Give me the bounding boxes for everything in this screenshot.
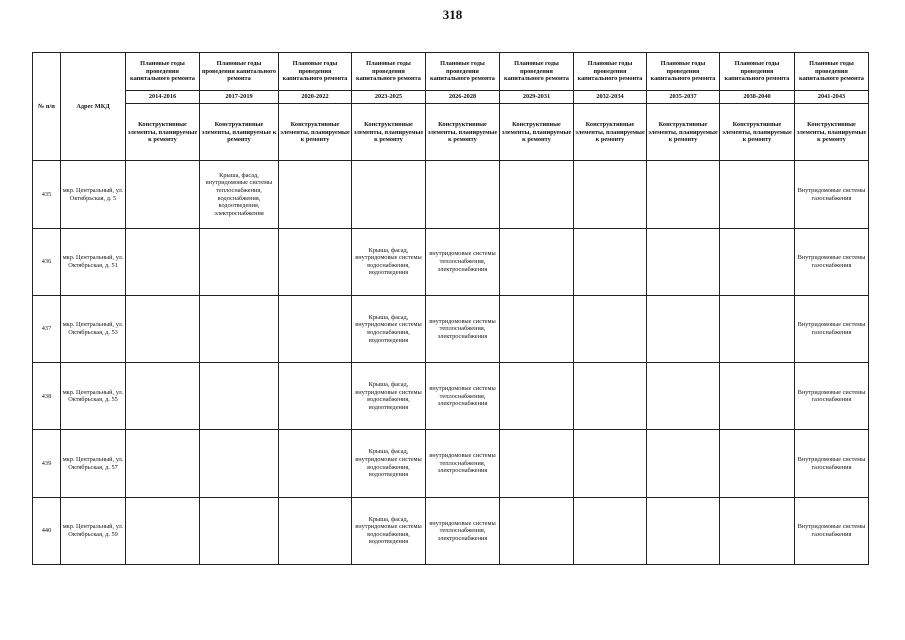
elements-header: Конструктивные элементы, планируемые к ремонту <box>352 104 426 161</box>
period-header: 2038-2040 <box>720 91 795 104</box>
repair-elements-cell <box>200 228 279 295</box>
repair-elements-cell: внутридомовые системы теплоснабжения, электроснабжения <box>426 363 500 430</box>
elements-header: Конструктивные элементы, планируемые к ремонту <box>426 104 500 161</box>
period-header: 2023-2025 <box>352 91 426 104</box>
table-row <box>33 161 869 228</box>
repair-elements-cell: Внутридомовые системы газоснабжения <box>795 295 869 362</box>
elements-header: Конструктивные элементы, планируемые к ремонту <box>126 104 200 161</box>
period-header: 2032-2034 <box>574 91 647 104</box>
repair-elements-cell <box>352 161 426 228</box>
repair-elements-cell <box>574 363 647 430</box>
row-number: 439 <box>33 430 61 497</box>
repair-elements-cell <box>647 228 720 295</box>
repair-elements-cell <box>647 295 720 362</box>
repair-elements-cell <box>647 497 720 564</box>
period-header: 2014-2016 <box>126 91 200 104</box>
period-header: 2029-2031 <box>500 91 574 104</box>
repair-elements-cell <box>500 161 574 228</box>
repair-elements-cell <box>647 430 720 497</box>
repair-elements-cell <box>720 295 795 362</box>
repair-elements-cell <box>720 363 795 430</box>
header-row-elements <box>33 104 869 161</box>
repair-elements-cell <box>126 363 200 430</box>
elements-header: Конструктивные элементы, планируемые к ремонту <box>795 104 869 161</box>
page-number: 318 <box>442 7 463 22</box>
repair-elements-cell <box>647 161 720 228</box>
repair-elements-cell: Крыша, фасад, внутридомовые системы водоснабжения, водоотведения <box>352 228 426 295</box>
elements-header: Конструктивные элементы, планируемые к ремонту <box>720 104 795 161</box>
repair-elements-cell: Крыша, фасад, внутридомовые системы водоснабжения, водоотведения <box>352 295 426 362</box>
elements-header: Конструктивные элементы, планируемые к ремонту <box>574 104 647 161</box>
header-row-planned-years <box>33 53 869 91</box>
repair-elements-cell: Внутридомовые системы газоснабжения <box>795 161 869 228</box>
table-row <box>33 363 869 430</box>
planned-years-header: Плановые годы проведения капитального ремонта <box>500 53 574 91</box>
repair-elements-cell: Внутридомовые системы газоснабжения <box>795 430 869 497</box>
row-number: 438 <box>33 363 61 430</box>
repair-elements-cell <box>720 228 795 295</box>
row-address: мкр. Центральный, ул. Октябрьская, д. 5 <box>61 161 126 228</box>
repair-elements-cell <box>126 497 200 564</box>
repair-elements-cell <box>279 161 352 228</box>
row-address: мкр. Центральный, ул. Октябрьская, д. 53 <box>61 295 126 362</box>
repair-elements-cell <box>279 295 352 362</box>
row-number: 437 <box>33 295 61 362</box>
repair-elements-cell <box>574 295 647 362</box>
repair-elements-cell <box>126 295 200 362</box>
repair-elements-cell: внутридомовые системы теплоснабжения, электроснабжения <box>426 430 500 497</box>
address-column-header: Адрес МКД <box>61 53 126 161</box>
repair-elements-cell <box>720 161 795 228</box>
repair-elements-cell: Внутридомовые системы газоснабжения <box>795 228 869 295</box>
capital-repair-plan-table <box>32 52 869 565</box>
table-body <box>33 53 869 565</box>
table-row <box>33 295 869 362</box>
period-header: 2035-2037 <box>647 91 720 104</box>
repair-elements-cell: внутридомовые системы теплоснабжения, электроснабжения <box>426 497 500 564</box>
repair-elements-cell: внутридомовые системы теплоснабжения, электроснабжения <box>426 228 500 295</box>
planned-years-header: Плановые годы проведения капитального ремонта <box>352 53 426 91</box>
elements-header: Конструктивные элементы, планируемые к ремонту <box>279 104 352 161</box>
planned-years-header: Плановые годы проведения капитального ремонта <box>720 53 795 91</box>
table-row <box>33 228 869 295</box>
period-header: 2017-2019 <box>200 91 279 104</box>
planned-years-header: Плановые годы проведения капитального ремонта <box>200 53 279 91</box>
repair-elements-cell <box>647 363 720 430</box>
table-row <box>33 497 869 564</box>
num-column-header: № п/п <box>33 53 61 161</box>
repair-elements-cell <box>500 228 574 295</box>
repair-elements-cell: Внутридомовые системы газоснабжения <box>795 497 869 564</box>
period-header: 2041-2043 <box>795 91 869 104</box>
repair-elements-cell <box>574 228 647 295</box>
repair-elements-cell <box>279 363 352 430</box>
repair-elements-cell: Крыша, фасад, внутридомовые системы водоснабжения, водоотведения <box>352 497 426 564</box>
planned-years-header: Плановые годы проведения капитального ремонта <box>574 53 647 91</box>
repair-elements-cell <box>426 161 500 228</box>
repair-elements-cell <box>500 497 574 564</box>
repair-elements-cell: Внутридомовые системы газоснабжения <box>795 363 869 430</box>
repair-elements-cell: Крыша, фасад, внутридомовые системы водоснабжения, водоотведения <box>352 430 426 497</box>
planned-years-header: Плановые годы проведения капитального ремонта <box>647 53 720 91</box>
repair-elements-cell <box>500 295 574 362</box>
repair-elements-cell <box>200 430 279 497</box>
repair-elements-cell <box>279 430 352 497</box>
row-address: мкр. Центральный, ул. Октябрьская, д. 55 <box>61 363 126 430</box>
row-address: мкр. Центральный, ул. Октябрьская, д. 59 <box>61 497 126 564</box>
period-header: 2026-2028 <box>426 91 500 104</box>
planned-years-header: Плановые годы проведения капитального ремонта <box>795 53 869 91</box>
row-number: 440 <box>33 497 61 564</box>
repair-elements-cell <box>500 430 574 497</box>
row-number: 435 <box>33 161 61 228</box>
repair-elements-cell <box>574 430 647 497</box>
repair-elements-cell <box>574 161 647 228</box>
row-address: мкр. Центральный, ул. Октябрьская, д. 51 <box>61 228 126 295</box>
table-row <box>33 430 869 497</box>
repair-elements-cell <box>200 363 279 430</box>
planned-years-header: Плановые годы проведения капитального ремонта <box>279 53 352 91</box>
repair-elements-cell <box>279 228 352 295</box>
repair-elements-cell <box>574 497 647 564</box>
repair-elements-cell <box>500 363 574 430</box>
elements-header: Конструктивные элементы, планируемые к ремонту <box>647 104 720 161</box>
repair-elements-cell: внутридомовые системы теплоснабжения, электроснабжения <box>426 295 500 362</box>
period-header: 2020-2022 <box>279 91 352 104</box>
row-number: 436 <box>33 228 61 295</box>
repair-elements-cell <box>720 497 795 564</box>
repair-elements-cell: Крыша, фасад, внутридомовые системы водоснабжения, водоотведения <box>352 363 426 430</box>
repair-elements-cell <box>200 497 279 564</box>
repair-elements-cell <box>126 161 200 228</box>
planned-years-header: Плановые годы проведения капитального ремонта <box>426 53 500 91</box>
elements-header: Конструктивные элементы, планируемые к ремонту <box>500 104 574 161</box>
repair-elements-cell <box>200 295 279 362</box>
row-address: мкр. Центральный, ул. Октябрьская, д. 57 <box>61 430 126 497</box>
repair-elements-cell: Крыша, фасад, внутридомовые системы теплоснабжения, водоснабжения, водоотведения, электроснабжения <box>200 161 279 228</box>
repair-elements-cell <box>720 430 795 497</box>
repair-elements-cell <box>126 430 200 497</box>
planned-years-header: Плановые годы проведения капитального ремонта <box>126 53 200 91</box>
header-row-periods <box>33 91 869 104</box>
repair-elements-cell <box>126 228 200 295</box>
repair-elements-cell <box>279 497 352 564</box>
elements-header: Конструктивные элементы, планируемые к ремонту <box>200 104 279 161</box>
